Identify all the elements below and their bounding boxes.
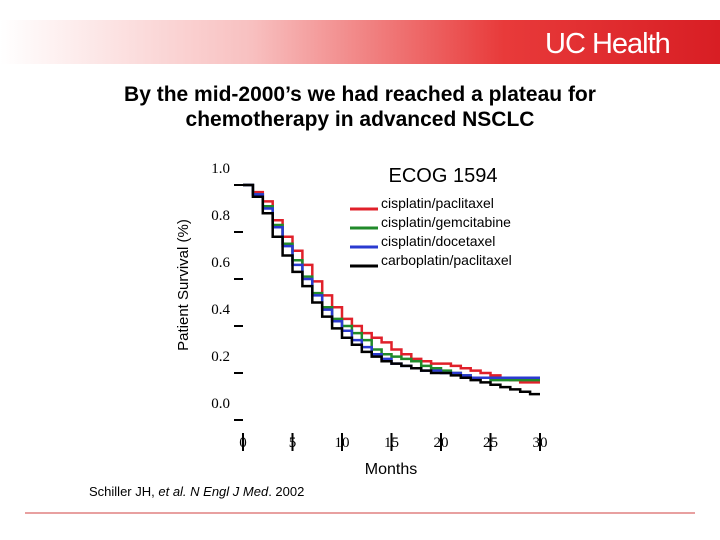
y-tick-label-0: 0.0 bbox=[211, 396, 230, 412]
legend-label-2: cisplatin/docetaxel bbox=[381, 233, 496, 249]
x-tick-label-6: 30 bbox=[532, 435, 548, 451]
citation bbox=[89, 484, 304, 499]
x-tick-label-4: 20 bbox=[433, 435, 449, 451]
y-tick-label-3: 0.6 bbox=[211, 255, 230, 271]
legend bbox=[350, 195, 512, 268]
slide-title-line-2: chemotherapy in advanced NSCLC bbox=[185, 108, 535, 131]
x-tick-label-0: 0 bbox=[239, 435, 247, 451]
x-axis-label: Months bbox=[364, 461, 418, 478]
legend-label-0: cisplatin/paclitaxel bbox=[381, 195, 494, 211]
x-tick-label-2: 10 bbox=[334, 435, 350, 451]
citation-authors: Schiller JH, bbox=[89, 484, 159, 499]
x-tick-label-1: 5 bbox=[288, 435, 297, 451]
x-tick-label-3: 15 bbox=[384, 435, 399, 451]
chart-title: ECOG 1594 bbox=[388, 165, 498, 187]
y-axis-label: Patient Survival (%) bbox=[175, 219, 192, 351]
y-tick-label-1: 0.2 bbox=[211, 349, 230, 365]
y-tick-label-5: 1.0 bbox=[211, 161, 230, 177]
slide-title-line-1: By the mid-2000’s we had reached a plateau for bbox=[124, 83, 596, 106]
legend-label-1: cisplatin/gemcitabine bbox=[381, 214, 511, 230]
citation-journal: et al. N Engl J Med bbox=[158, 484, 269, 499]
y-tick-label-2: 0.4 bbox=[211, 302, 230, 318]
y-tick-label-4: 0.8 bbox=[211, 208, 230, 224]
legend-label-3: carboplatin/paclitaxel bbox=[381, 252, 512, 268]
citation-year: . 2002 bbox=[268, 484, 305, 499]
uc-health-logo: UC Health bbox=[545, 28, 670, 60]
footer-divider bbox=[25, 512, 695, 514]
x-tick-label-5: 25 bbox=[483, 435, 498, 451]
